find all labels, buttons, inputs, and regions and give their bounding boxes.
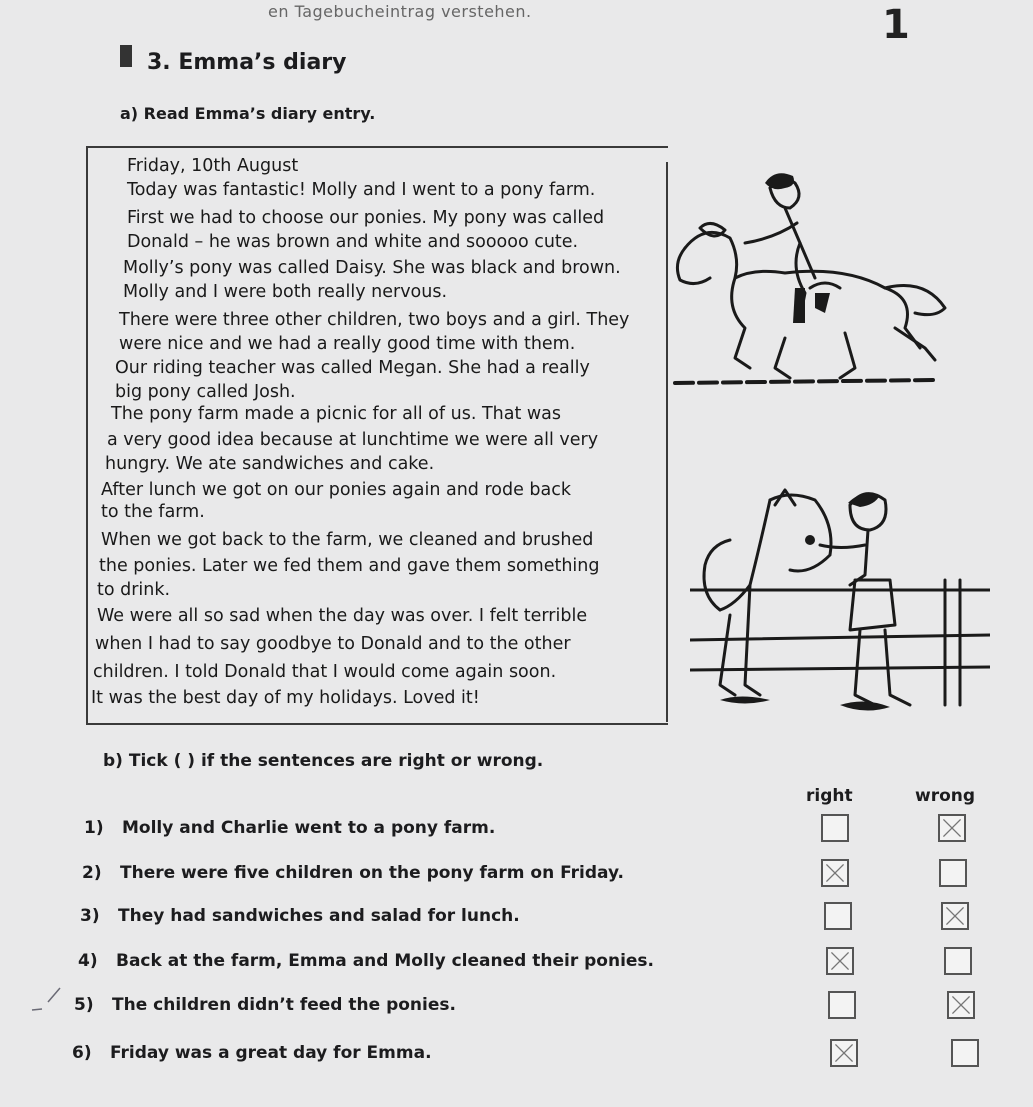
pencil-mark-icon [30,980,70,1020]
diary-line: hungry. We ate sandwiches and cake. [105,454,435,474]
diary-line: Molly and I were both really nervous. [123,282,448,302]
task-a-instruction: a) Read Emma’s diary entry. [120,104,376,123]
right-checkbox[interactable] [828,991,856,1019]
wrong-checkbox[interactable] [944,947,972,975]
diary-line: a very good idea because at lunchtime we were all very [107,430,599,450]
wrong-checkbox[interactable] [939,859,967,887]
right-checkbox[interactable] [821,859,849,887]
wrong-checkbox[interactable] [938,814,966,842]
diary-line: When we got back to the farm, we cleaned and brushed [101,530,594,550]
diary-line: After lunch we got on our ponies again and rode back [101,480,572,500]
section-marker-icon [120,45,132,67]
question-item [84,818,495,838]
section-title: 3. Emma’s diary [147,50,347,75]
diary-line: The pony farm made a picnic for all of us. That was [111,404,562,424]
column-right-heading: right [806,786,853,806]
question-item [80,906,520,926]
diary-line: the ponies. Later we fed them and gave them something [99,556,600,576]
question-number: 3) [80,906,100,926]
diary-line: children. I told Donald that I would come again soon. [93,662,557,682]
header-note: en Tagebucheintrag verstehen. [268,2,532,21]
question-item [72,1043,432,1063]
diary-line: Today was fantastic! Molly and I went to a pony farm. [127,180,596,200]
question-number: 4) [78,951,98,971]
question-text: The children didn’t feed the ponies. [112,995,456,1015]
diary-line: There were three other children, two boys and a girl. They [119,310,630,330]
question-text: Back at the farm, Emma and Molly cleaned their ponies. [116,951,655,971]
diary-line: It was the best day of my holidays. Loved it! [91,688,480,708]
question-item [74,995,456,1015]
question-item [82,863,624,883]
question-number: 1) [84,818,104,838]
right-checkbox[interactable] [821,814,849,842]
question-text: Friday was a great day for Emma. [110,1043,432,1063]
rider-on-pony-illustration [665,168,955,393]
wrong-checkbox[interactable] [951,1039,979,1067]
diary-line: We were all so sad when the day was over. I felt terrible [97,606,588,626]
task-b-instruction: b) Tick ( ) if the sentences are right or wrong. [103,751,544,771]
question-number: 2) [82,863,102,883]
diary-line: Friday, 10th August [127,156,299,176]
question-text: There were five children on the pony farm on Friday. [120,863,624,883]
right-checkbox[interactable] [824,902,852,930]
diary-line: big pony called Josh. [115,382,296,402]
diary-line: First we had to choose our ponies. My pony was called [127,208,605,228]
diary-line: Molly’s pony was called Daisy. She was black and brown. [123,258,621,278]
diary-line: Our riding teacher was called Megan. She had a really [115,358,590,378]
question-item [78,951,654,971]
column-wrong-heading: wrong [915,786,976,806]
wrong-checkbox[interactable] [947,991,975,1019]
diary-line: to drink. [97,580,171,600]
girl-with-pony-illustration [690,485,990,725]
diary-line: when I had to say goodbye to Donald and to the other [95,634,571,654]
diary-line: Donald – he was brown and white and sooooo cute. [127,232,579,252]
page-number: 1 [882,2,910,48]
wrong-checkbox[interactable] [941,902,969,930]
right-checkbox[interactable] [826,947,854,975]
question-number: 6) [72,1043,92,1063]
question-number: 5) [74,995,94,1015]
diary-line: were nice and we had a really good time with them. [119,334,576,354]
right-checkbox[interactable] [830,1039,858,1067]
question-text: They had sandwiches and salad for lunch. [118,906,520,926]
question-text: Molly and Charlie went to a pony farm. [122,818,496,838]
diary-line: to the farm. [101,502,205,522]
